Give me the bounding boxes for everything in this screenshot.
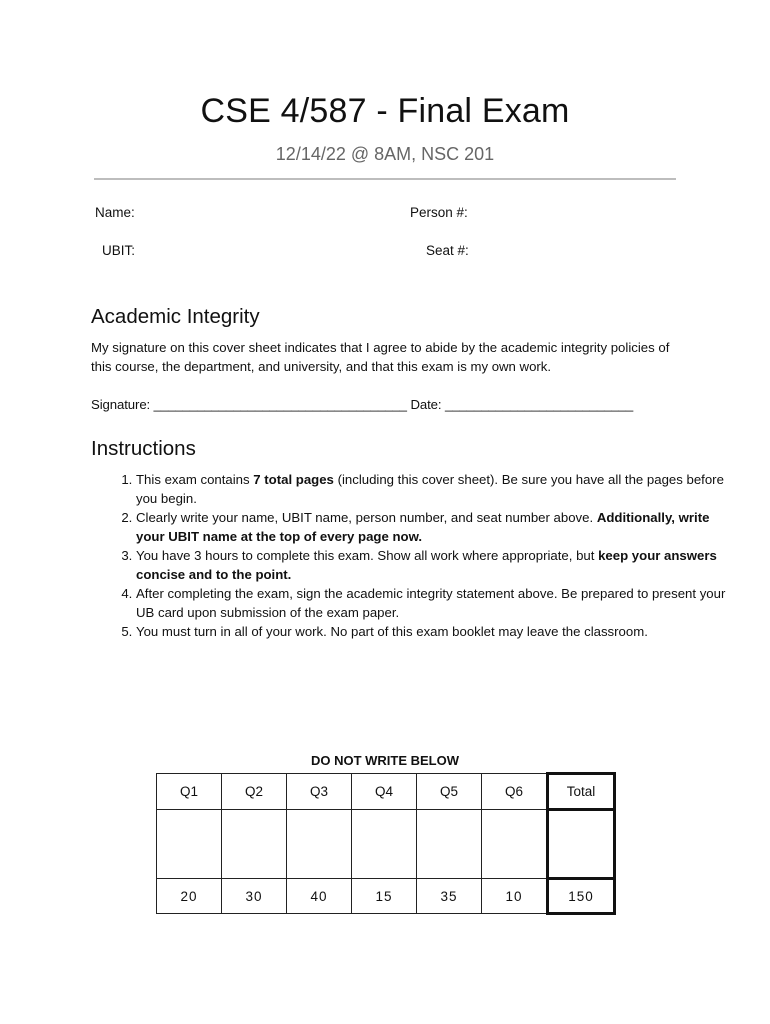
score-total-cell	[548, 810, 615, 879]
points-cell: 40	[287, 879, 352, 914]
instructions-list	[91, 470, 728, 641]
points-cell: 30	[222, 879, 287, 914]
points-cell: 20	[157, 879, 222, 914]
person-number-label: Person #:	[410, 205, 468, 220]
points-cell: 10	[482, 879, 548, 914]
points-total-cell: 150	[548, 879, 615, 914]
grade-table	[156, 772, 616, 915]
table-header-cell: Q3	[287, 774, 352, 810]
table-header-cell: Q1	[157, 774, 222, 810]
academic-integrity-statement: My signature on this cover sheet indicates that I agree to abide by the academic integrity policies of this course, the department, and university, and that this exam is my own work.	[91, 340, 670, 374]
list-item: 5. You must turn in all of your work. No part of this exam booklet may leave the classroom.	[136, 622, 728, 641]
table-header-cell: Q4	[352, 774, 417, 810]
ubit-label: UBIT:	[102, 243, 136, 258]
score-cell	[287, 810, 352, 879]
exam-date-location: 12/14/22 @ 8AM, NSC 201	[275, 144, 495, 164]
score-cell	[222, 810, 287, 879]
points-cell: 15	[352, 879, 417, 914]
score-cell	[417, 810, 482, 879]
score-cell	[352, 810, 417, 879]
header-divider	[94, 178, 676, 180]
score-cell	[482, 810, 548, 879]
do-not-write-below-caption: DO NOT WRITE BELOW	[310, 753, 460, 768]
seat-number-label: Seat #:	[426, 243, 469, 258]
academic-integrity-heading: Academic Integrity	[91, 305, 260, 328]
list-item: 4. After completing the exam, sign the academic integrity statement above. Be prepared to present your UB card upon submission of the exam paper.	[136, 584, 728, 622]
list-item: 1. This exam contains 7 total pages (including this cover sheet). Be sure you have all the pages before you begin.	[136, 470, 728, 508]
table-header-cell: Q2	[222, 774, 287, 810]
exam-title: CSE 4/587 - Final Exam	[200, 92, 570, 130]
points-cell: 35	[417, 879, 482, 914]
table-header-total: Total	[548, 774, 615, 810]
instructions-heading: Instructions	[91, 437, 196, 460]
score-cell	[157, 810, 222, 879]
name-label: Name:	[95, 205, 135, 220]
table-header-cell: Q5	[417, 774, 482, 810]
list-item: 3. You have 3 hours to complete this exam. Show all work where appropriate, but keep your answers concise and to the point.	[136, 546, 728, 584]
signature-date-line: Signature: ___________________________________ Date: __________________________	[91, 397, 634, 412]
table-header-cell: Q6	[482, 774, 548, 810]
list-item: 2. Clearly write your name, UBIT name, person number, and seat number above. Additionally, write your UBIT name at the top of every page now.	[136, 508, 728, 546]
